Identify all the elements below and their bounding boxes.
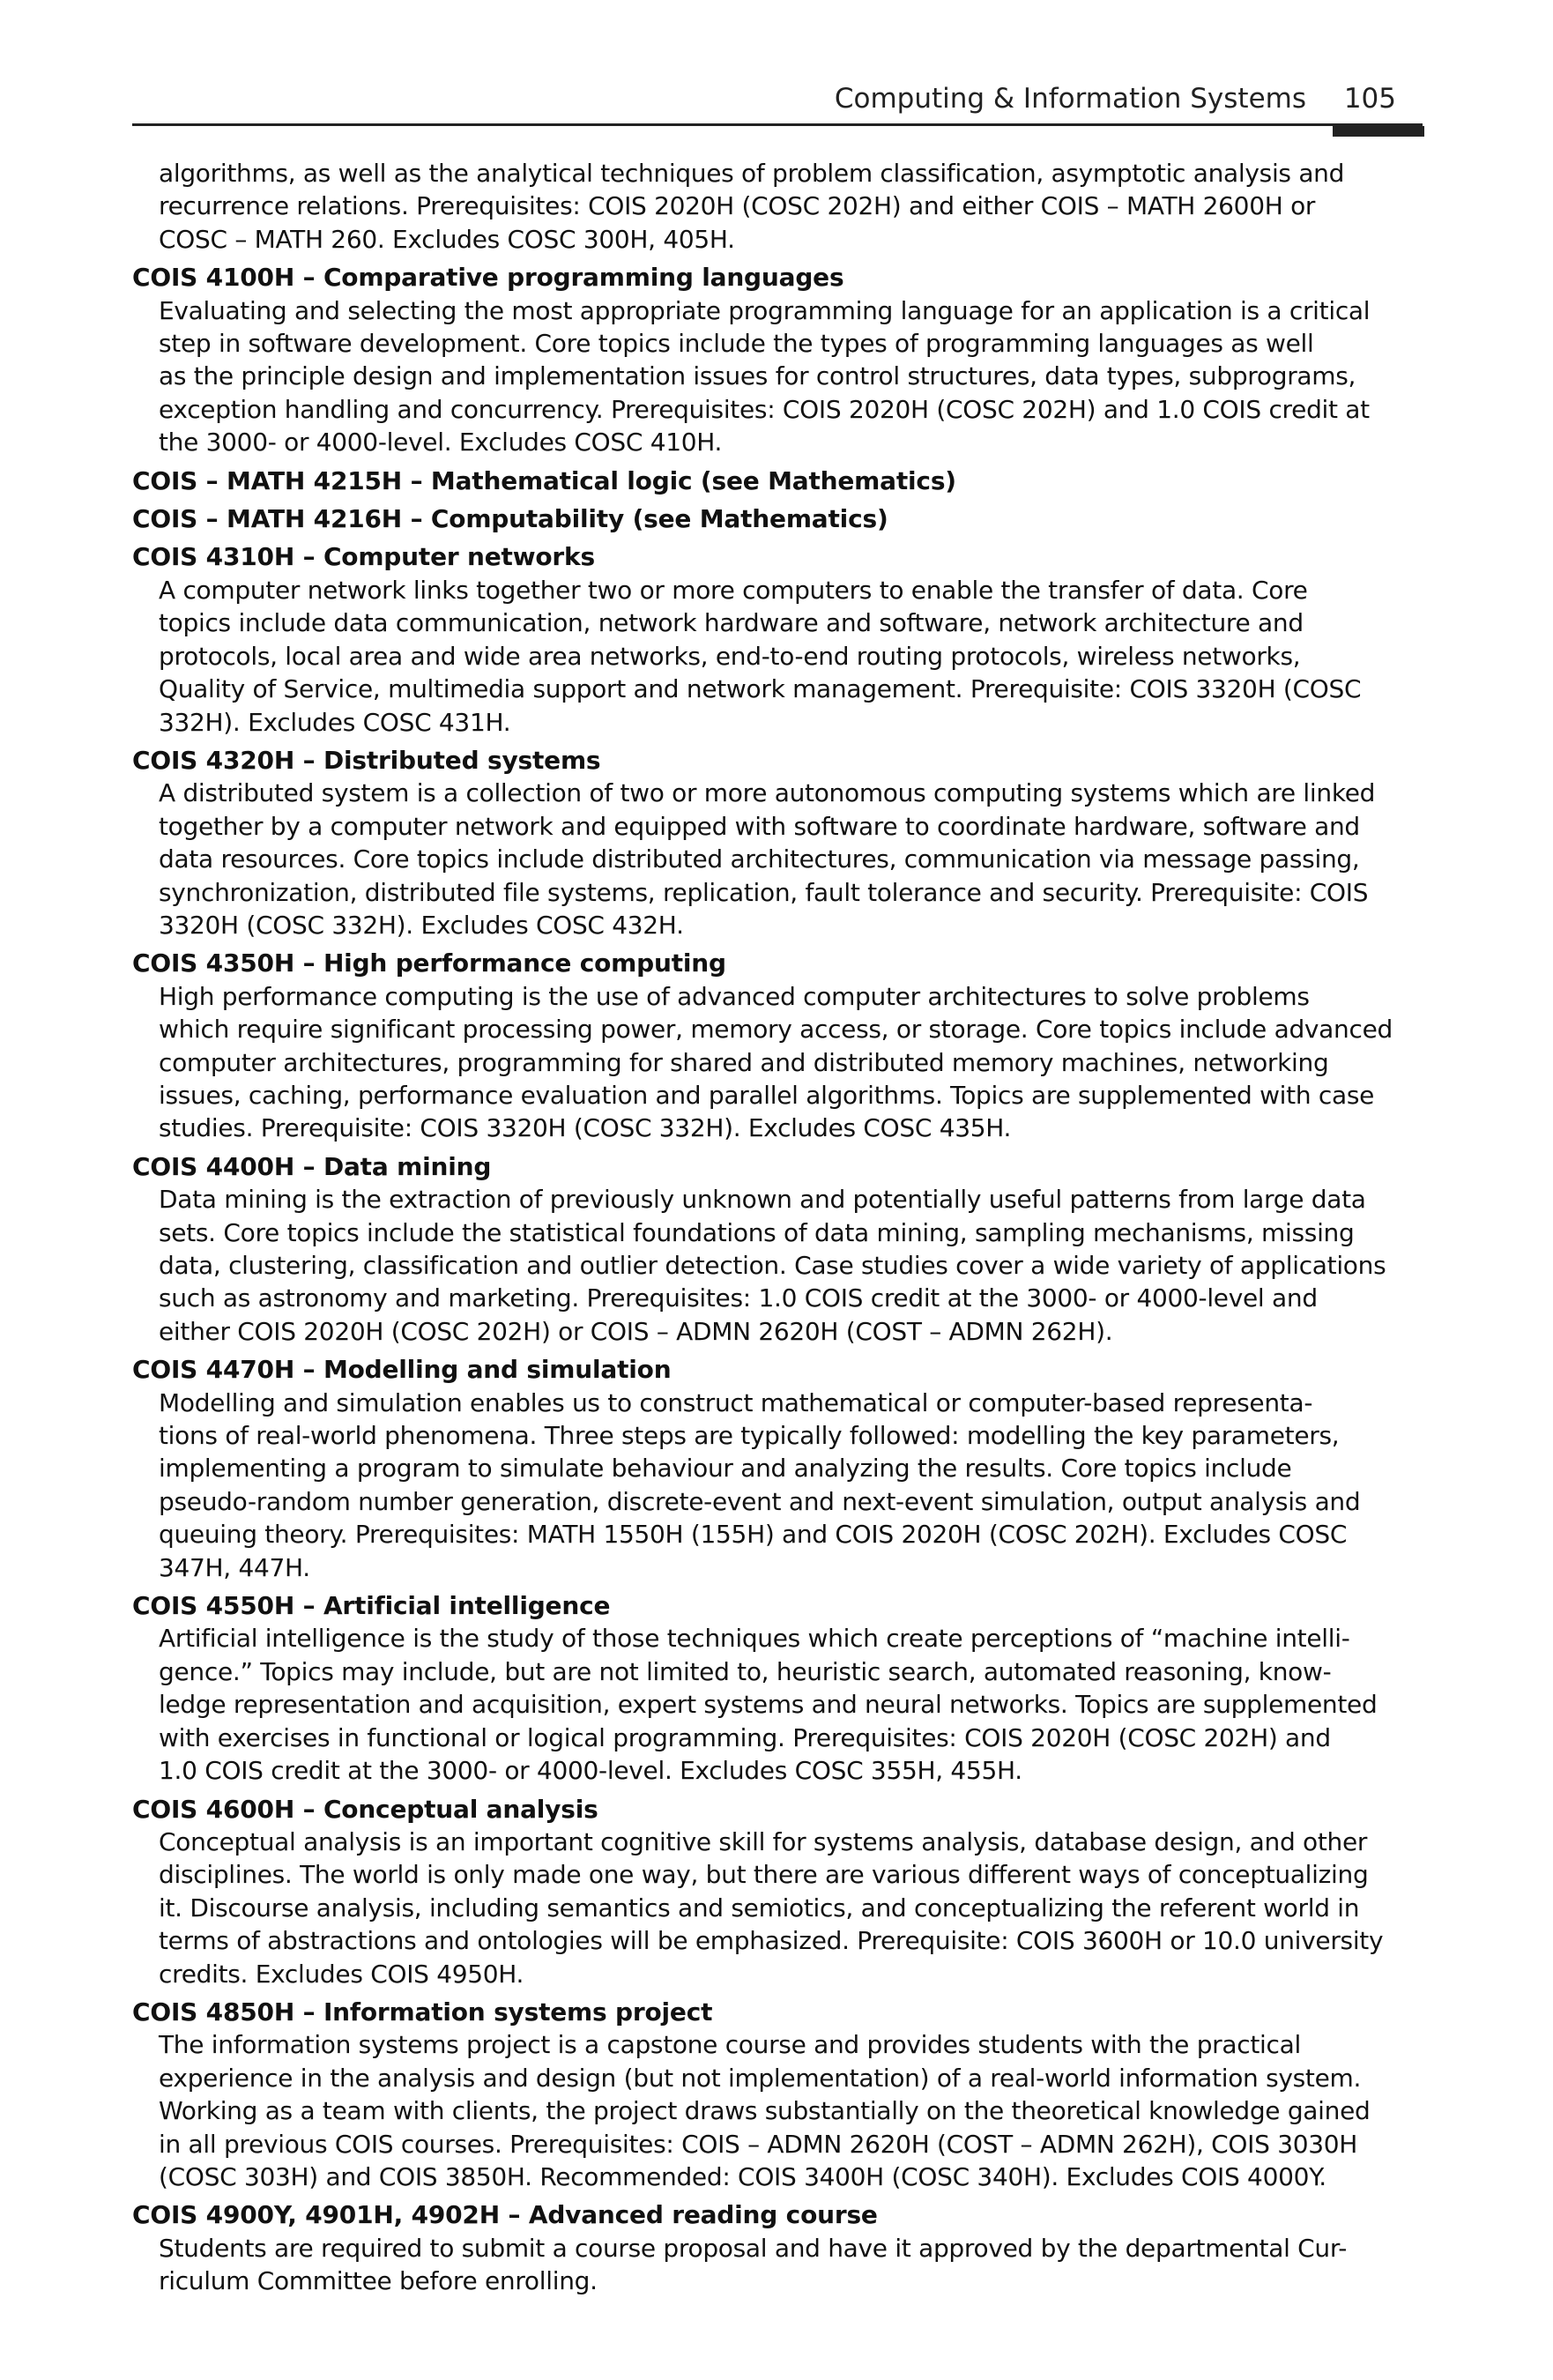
text-line: as the principle design and implementation issues for control structures, data types, subprograms, [159,361,1356,391]
course-entry [132,1150,1423,1348]
course-description [159,777,1423,941]
course-description [159,2232,1423,2298]
text-line: The information systems project is a capstone course and provides students with the practical [159,2030,1301,2060]
text-line: (COSC 303H) and COIS 3850H. Recommended: COIS 3400H (COSC 340H). Excludes COIS 4000Y. [159,2161,1326,2191]
course-title: COIS 4850H – Information systems project [132,1997,713,2027]
course-entries [132,261,1423,2297]
course-description [159,294,1423,459]
text-line: topics include data communication, network hardware and software, network architecture and [159,608,1304,638]
course-title: COIS 4600H – Conceptual analysis [132,1794,598,1824]
running-title: Computing & Information Systems [834,83,1306,115]
text-line: riculum Committee before enrolling. [159,2266,598,2296]
course-description [159,1826,1423,1990]
text-line: either COIS 2020H (COSC 202H) or COIS – ADMN 2620H (COST – ADMN 262H). [159,1316,1113,1346]
text-line: pseudo-random number generation, discrete-event and next-event simulation, output analysis and [159,1486,1361,1516]
text-line: synchronization, distributed file systems, replication, fault tolerance and security. Prerequisite: COIS [159,877,1369,907]
text-line: A computer network links together two or more computers to enable the transfer of data. Core [159,575,1308,605]
text-line: Quality of Service, multimedia support and network management. Prerequisite: COIS 3320H (COSC [159,674,1362,704]
text-line: tions of real-world phenomena. Three steps are typically followed: modelling the key parameters, [159,1421,1340,1451]
course-description [159,2028,1423,2193]
text-line: A distributed system is a collection of two or more autonomous computing systems which are linked [159,778,1376,808]
text-line: Students are required to submit a course proposal and have it approved by the departmental Cur- [159,2233,1348,2263]
course-entry [132,261,1423,458]
course-description [159,1183,1423,1348]
text-line: step in software development. Core topics include the types of programming languages as well [159,329,1314,359]
course-title: COIS 4550H – Artificial intelligence [132,1591,611,1621]
course-entry [132,465,1423,497]
text-line: Modelling and simulation enables us to construct mathematical or computer-based representa- [159,1387,1313,1417]
course-title: COIS 4320H – Distributed systems [132,745,601,775]
text-line: implementing a program to simulate behaviour and analyzing the results. Core topics include [159,1454,1292,1484]
text-line: the 3000- or 4000-level. Excludes COSC 410H. [159,428,723,457]
text-line: terms of abstractions and ontologies will be emphasized. Prerequisite: COIS 3600H or 10.0 university [159,1926,1384,1956]
course-entry [132,744,1423,941]
course-entry [132,1353,1423,1584]
text-line: recurrence relations. Prerequisites: COIS 2020H (COSC 202H) and either COIS – MATH 2600H or [159,191,1316,221]
course-title: COIS 4100H – Comparative programming languages [132,263,844,293]
text-line: studies. Prerequisite: COIS 3320H (COSC 332H). Excludes COSC 435H. [159,1113,1012,1143]
course-entry [132,1589,1423,1787]
course-entry [132,2198,1423,2297]
text-line: Conceptual analysis is an important cognitive skill for systems analysis, database design, and other [159,1826,1368,1856]
text-line: exception handling and concurrency. Prerequisites: COIS 2020H (COSC 202H) and 1.0 COIS credit at [159,394,1370,424]
course-title: COIS 4310H – Computer networks [132,542,595,572]
text-line: in all previous COIS courses. Prerequisites: COIS – ADMN 2620H (COST – ADMN 262H), COIS 3030H [159,2129,1358,2159]
course-description [159,980,1423,1145]
page-header [132,78,1423,126]
page-number: 105 [1343,83,1396,115]
text-line: 3320H (COSC 332H). Excludes COSC 432H. [159,910,684,940]
course-entry [132,1996,1423,2193]
text-line: together by a computer network and equipped with software to coordinate hardware, software and [159,811,1360,841]
course-description [159,1387,1423,1584]
text-line: 1.0 COIS credit at the 3000- or 4000-level. Excludes COSC 355H, 455H. [159,1756,1022,1786]
text-line: High performance computing is the use of advanced computer architectures to solve problems [159,981,1310,1011]
text-line: COSC – MATH 260. Excludes COSC 300H, 405H. [159,224,735,254]
text-line: issues, caching, performance evaluation and parallel algorithms. Topics are supplemented with case [159,1080,1375,1110]
text-line: sets. Core topics include the statistical foundations of data mining, sampling mechanisms, missing [159,1217,1355,1247]
text-line: 332H). Excludes COSC 431H. [159,707,511,737]
text-line: 347H, 447H. [159,1552,310,1582]
course-listing [132,157,1423,2303]
text-line: experience in the analysis and design (but not implementation) of a real-world information system. [159,2063,1362,2093]
course-entry [132,947,1423,1144]
course-title: COIS 4900Y, 4901H, 4902H – Advanced reading course [132,2200,878,2230]
course-title: COIS 4400H – Data mining [132,1151,492,1181]
text-line: with exercises in functional or logical programming. Prerequisites: COIS 2020H (COSC 202H) and [159,1722,1331,1752]
text-line: queuing theory. Prerequisites: MATH 1550H (155H) and COIS 2020H (COSC 202H). Excludes COSC [159,1520,1348,1550]
text-line: computer architectures, programming for shared and distributed memory machines, networking [159,1047,1329,1077]
course-title: COIS – MATH 4216H – Computability (see Mathematics) [132,504,888,534]
course-title: COIS 4470H – Modelling and simulation [132,1355,672,1385]
text-line: Data mining is the extraction of previously unknown and potentially useful patterns from large data [159,1185,1366,1215]
text-line: which require significant processing power, memory access, or storage. Core topics include advanced [159,1015,1393,1045]
continued-paragraph [159,157,1423,256]
text-line: gence.” Topics may include, but are not limited to, heuristic search, automated reasoning, know- [159,1656,1332,1686]
text-line: data resources. Core topics include distributed architectures, communication via message passing, [159,844,1360,874]
text-line: credits. Excludes COIS 4950H. [159,1959,524,1989]
text-line: data, clustering, classification and outlier detection. Case studies cover a wide variety of applications [159,1251,1386,1280]
course-description [159,1622,1423,1787]
text-line: ledge representation and acquisition, expert systems and neural networks. Topics are supplemented [159,1690,1378,1720]
text-line: Working as a team with clients, the project draws substantially on the theoretical knowledge gained [159,2096,1371,2126]
course-description [159,574,1423,739]
text-line: protocols, local area and wide area networks, end-to-end routing protocols, wireless networks, [159,641,1301,671]
text-line: algorithms, as well as the analytical techniques of problem classification, asymptotic analysis and [159,159,1345,188]
course-title: COIS – MATH 4215H – Mathematical logic (see Mathematics) [132,465,956,495]
text-line: Evaluating and selecting the most appropriate programming language for an application is a critical [159,295,1371,325]
text-line: such as astronomy and marketing. Prerequisites: 1.0 COIS credit at the 3000- or 4000-level and [159,1283,1318,1313]
text-line: Artificial intelligence is the study of those techniques which create perceptions of “machine intelli- [159,1624,1350,1654]
course-entry [132,1793,1423,1990]
course-entry [132,502,1423,535]
header-tab-bar [1333,126,1424,137]
text-line: it. Discourse analysis, including semantics and semiotics, and conceptualizing the referent world in [159,1893,1360,1923]
text-line: disciplines. The world is only made one way, but there are various different ways of conceptualizing [159,1860,1369,1890]
course-entry [132,540,1423,738]
course-title: COIS 4350H – High performance computing [132,948,726,978]
